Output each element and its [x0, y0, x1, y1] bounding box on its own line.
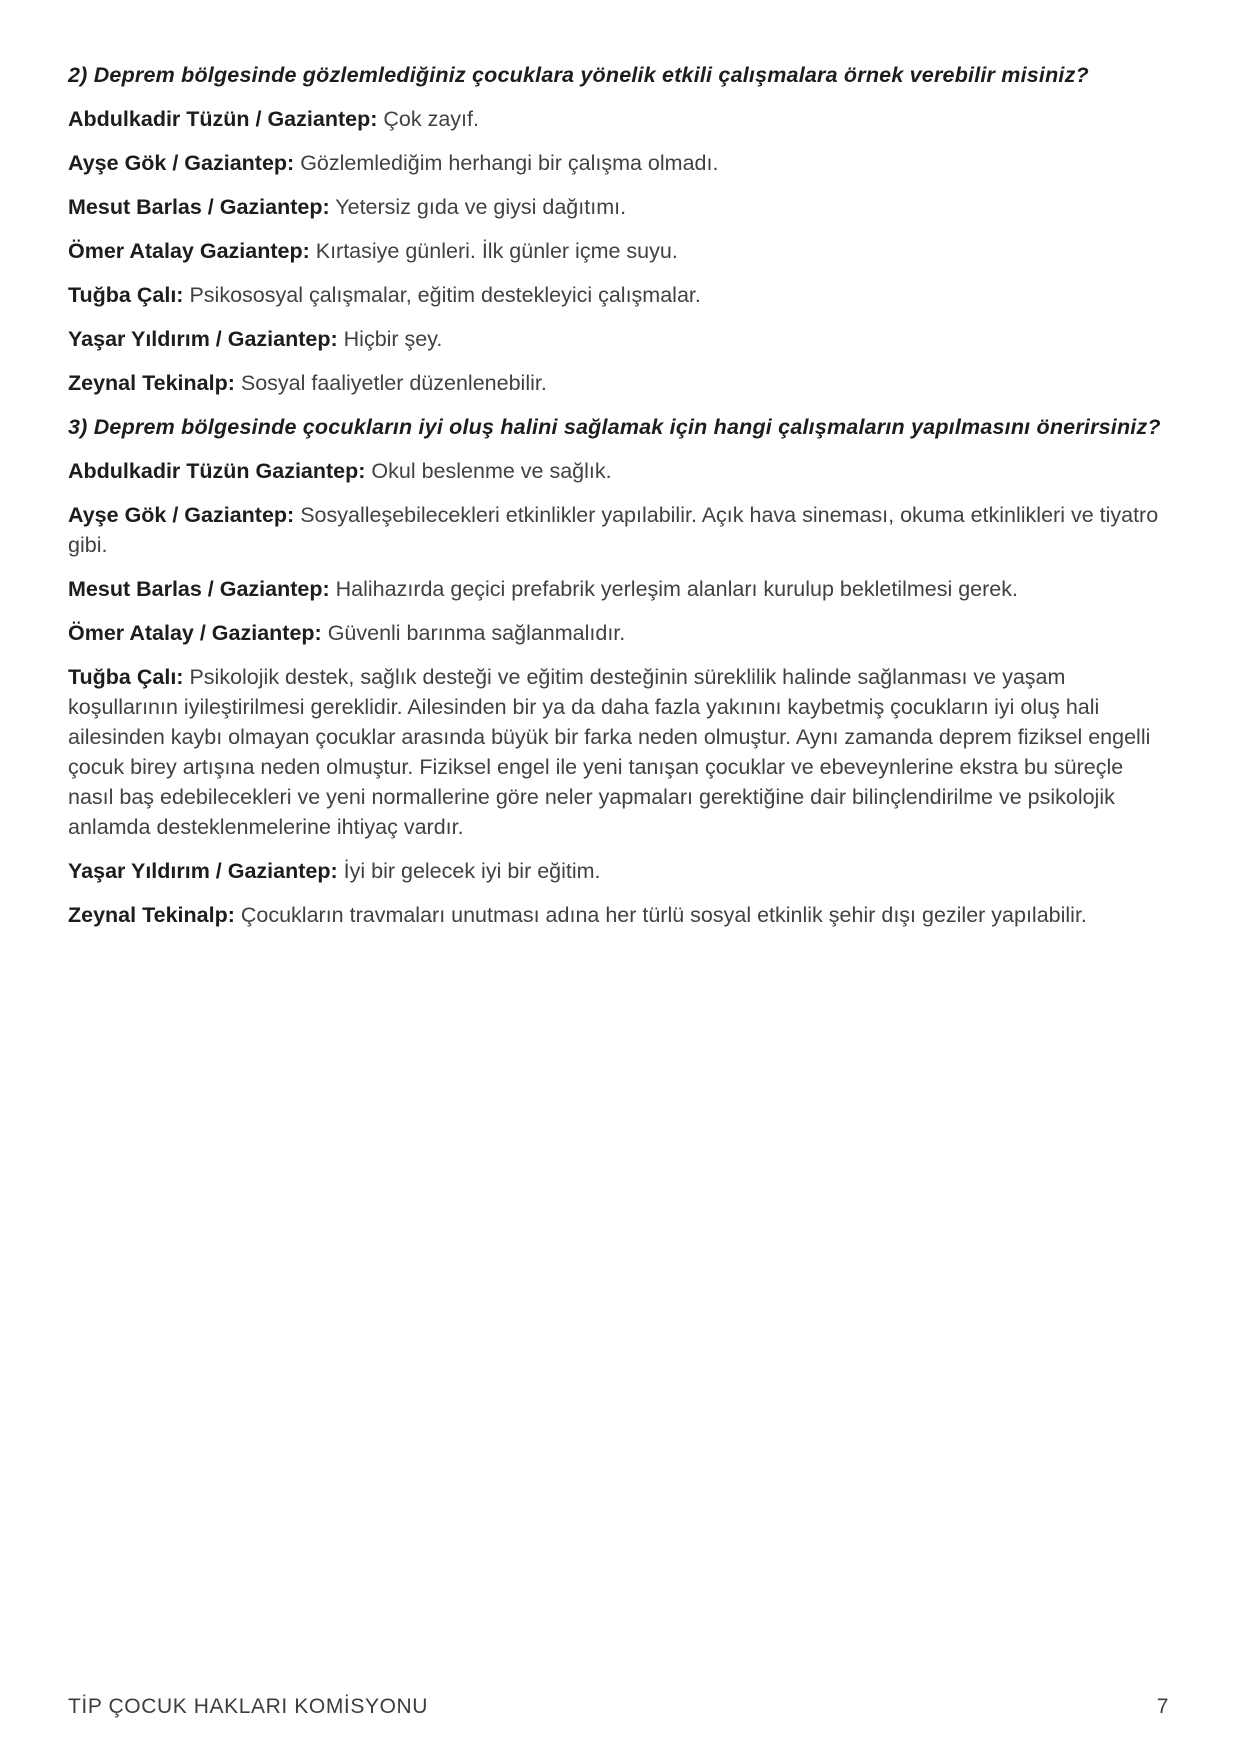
respondent-name: Tuğba Çalı: [68, 665, 184, 689]
answer-paragraph [68, 500, 1167, 560]
respondent-name: Tuğba Çalı: [68, 283, 184, 307]
answer-text: Sosyal faaliyetler düzenlenebilir. [240, 371, 547, 395]
respondent-name: Zeynal Tekinalp: [68, 371, 235, 395]
answer-paragraph [68, 104, 1167, 134]
respondent-name: Ömer Atalay / Gaziantep: [68, 621, 322, 645]
answer-text: Çok zayıf. [383, 107, 479, 131]
respondent-name: Abdulkadir Tüzün Gaziantep: [68, 459, 366, 483]
answer-text: Psikososyal çalışmalar, eğitim destekleyici çalışmalar. [189, 283, 701, 307]
answer-text: İyi bir gelecek iyi bir eğitim. [343, 859, 601, 883]
question-3-heading: 3) Deprem bölgesinde çocukların iyi oluş halini sağlamak için hangi çalışmaların yapılmasını önerirsiniz? [68, 415, 1161, 439]
answer-text: Hiçbir şey. [343, 327, 443, 351]
answer-paragraph [68, 324, 1167, 354]
respondent-name: Ayşe Gök / Gaziantep: [68, 503, 295, 527]
respondent-name: Mesut Barlas / Gaziantep: [68, 577, 330, 601]
answer-text: Okul beslenme ve sağlık. [371, 459, 612, 483]
respondent-name: Yaşar Yıldırım / Gaziantep: [68, 327, 338, 351]
answer-text: Güvenli barınma sağlanmalıdır. [327, 621, 626, 645]
respondent-name: Yaşar Yıldırım / Gaziantep: [68, 859, 338, 883]
answer-paragraph [68, 368, 1167, 398]
respondent-name: Mesut Barlas / Gaziantep: [68, 195, 330, 219]
answer-paragraph [68, 148, 1167, 178]
answer-paragraph [68, 662, 1167, 842]
respondent-name: Zeynal Tekinalp: [68, 903, 235, 927]
respondent-name: Ömer Atalay Gaziantep: [68, 239, 310, 263]
answer-paragraph [68, 192, 1167, 222]
answer-text: Çocukların travmaları unutması adına her türlü sosyal etkinlik şehir dışı geziler yapılabilir. [240, 903, 1087, 927]
answer-text: Gözlemlediğim herhangi bir çalışma olmadı. [300, 151, 719, 175]
question-2-heading: 2) Deprem bölgesinde gözlemlediğiniz çocuklara yönelik etkili çalışmalara örnek verebilir misiniz? [68, 63, 1089, 87]
answer-paragraph [68, 280, 1167, 310]
answer-paragraph [68, 618, 1167, 648]
answer-text: Yetersiz gıda ve giysi dağıtımı. [335, 195, 627, 219]
answer-paragraph [68, 456, 1167, 486]
answer-text: Halihazırda geçici prefabrik yerleşim alanları kurulup bekletilmesi gerek. [335, 577, 1018, 601]
footer-title: TİP ÇOCUK HAKLARI KOMİSYONU [68, 1695, 429, 1718]
answer-paragraph [68, 900, 1167, 930]
respondent-name: Abdulkadir Tüzün / Gaziantep: [68, 107, 378, 131]
answer-text: Kırtasiye günleri. İlk günler içme suyu. [315, 239, 678, 263]
answer-text: Psikolojik destek, sağlık desteği ve eğitim desteğinin süreklilik halinde sağlanması ve yaşam koşullarının iyileştirilmesi gereklidir. Ailesinden bir ya da daha fazla yakınını kaybetmiş çocukların iyi oluş hali ailesinden kaybı olmayan çocuklar arasında büyük bir farka neden olmuştur. Aynı zamanda deprem fiziksel engelli çocuk birey artışına neden olmuştur. Fiziksel engel ile yeni tanışan çocuklar ve ebeveynlerine ekstra bu süreçle nasıl baş edebilecekleri ve yeni normallerine göre neler yapmaları gerektiğine dair bilinçlendirilme ve psikolojik anlamda desteklenmelerine ihtiyaç vardır. [68, 665, 1151, 839]
footer-page-number: 7 [1156, 1695, 1169, 1718]
answer-paragraph [68, 856, 1167, 886]
respondent-name: Ayşe Gök / Gaziantep: [68, 151, 295, 175]
answer-paragraph [68, 574, 1167, 604]
answer-text: Sosyalleşebilecekleri etkinlikler yapılabilir. Açık hava sineması, okuma etkinlikleri ve tiyatro gibi. [68, 503, 1159, 557]
answer-paragraph [68, 236, 1167, 266]
page-footer [68, 1694, 1169, 1720]
